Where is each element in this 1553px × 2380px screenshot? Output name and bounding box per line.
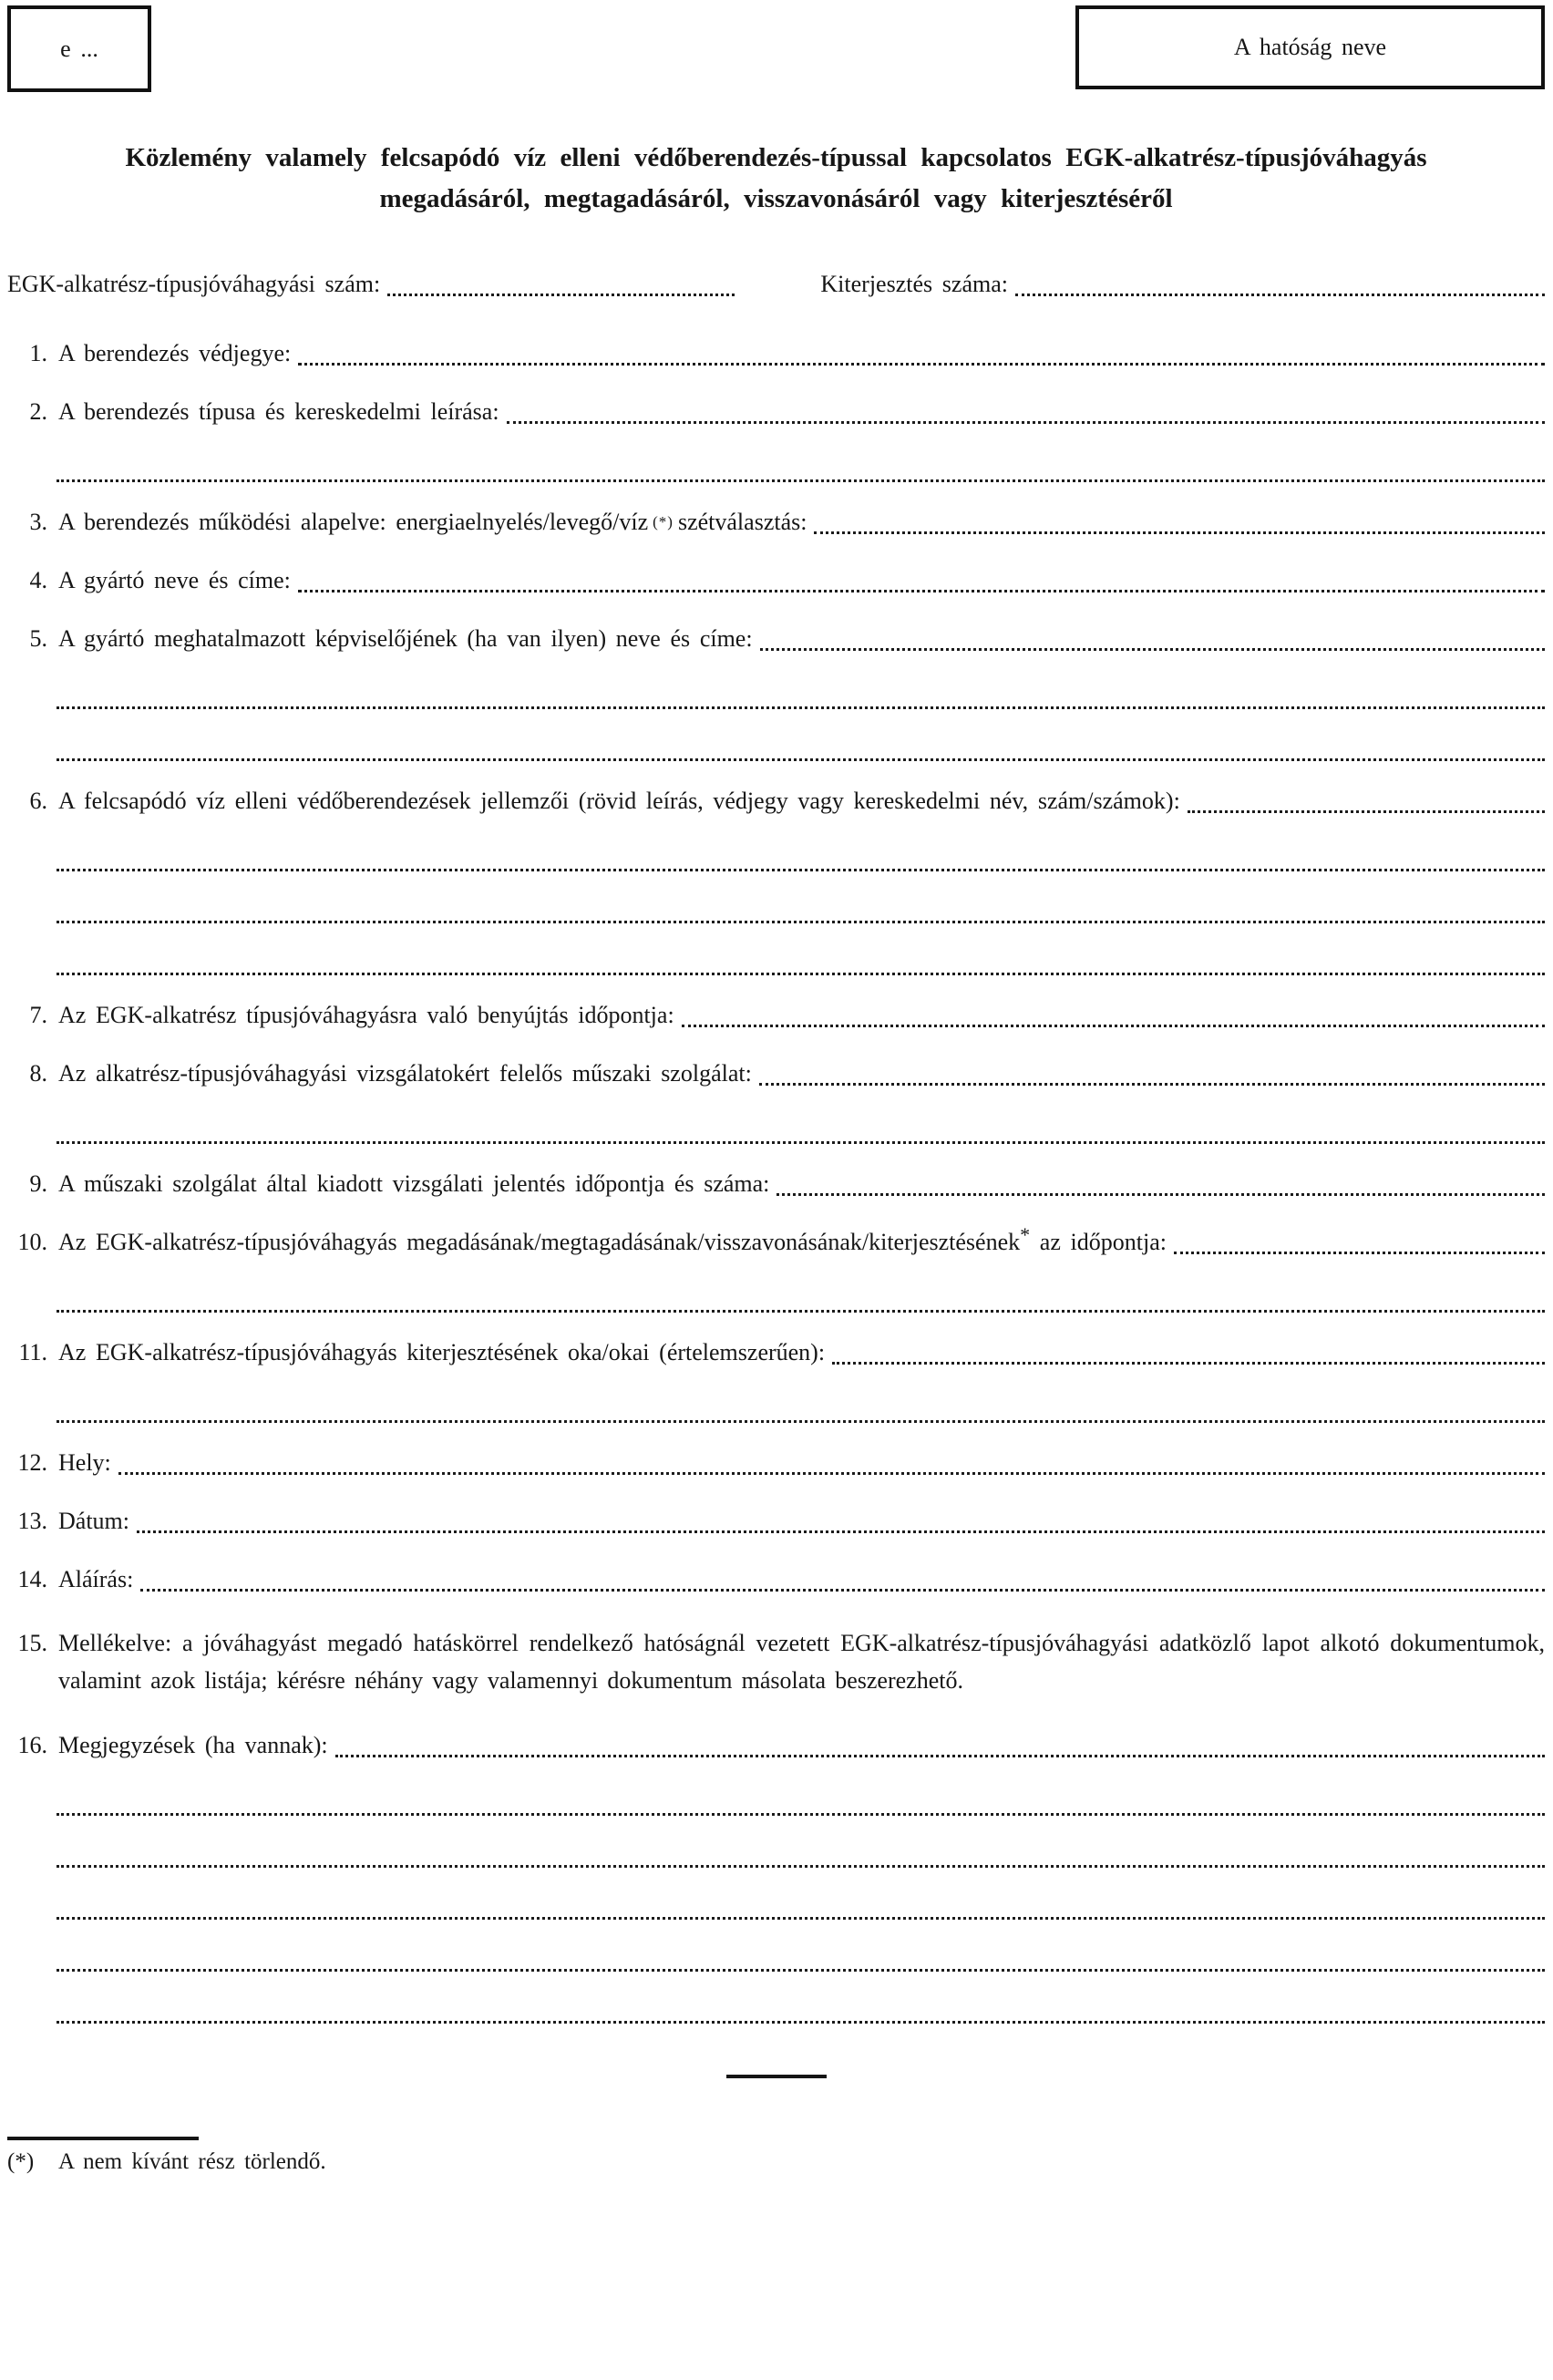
dotted-leader	[1188, 788, 1545, 813]
footnote-separator-rule	[7, 2137, 199, 2140]
extension-number-label: Kiterjesztés száma:	[820, 271, 1008, 297]
footnote	[7, 2149, 1545, 2175]
item-text-part: Dátum:	[58, 1508, 129, 1534]
item-text	[58, 1060, 752, 1087]
approval-number-row	[7, 271, 1545, 298]
type-approval-mark-box	[7, 5, 151, 92]
item-text	[58, 1223, 1167, 1256]
item-number: 7.	[29, 1002, 47, 1028]
form-item	[7, 1170, 1545, 1198]
dotted-leader	[57, 736, 1545, 761]
item-text	[58, 1732, 328, 1759]
dotted-leader	[682, 1002, 1545, 1027]
item-text	[58, 567, 291, 594]
item-text-part: A gyártó meghatalmazott képviselőjének (ha van ilyen) neve és címe:	[58, 625, 753, 652]
dotted-leader	[832, 1339, 1545, 1365]
item-text	[58, 1339, 825, 1366]
document-title	[7, 138, 1545, 220]
item-number: 12.	[17, 1449, 47, 1476]
form-item	[7, 1060, 1545, 1087]
form-item	[7, 625, 1545, 653]
item-text	[58, 398, 499, 426]
dotted-leader	[387, 271, 735, 296]
dotted-leader	[57, 950, 1545, 975]
item-number: 5.	[29, 625, 47, 652]
item-text-part: Mellékelve: a jóváhagyást megadó hatáskörrel rendelkező hatóságnál vezetett EGK-alkatrész-típusjóváhagyási adatközlő lapot alkotó dokumentumok, valamint azok listája; kérésre néhány vagy valamennyi dokumentum másolata beszerezhető.	[58, 1630, 1545, 1694]
extension-number-field	[820, 271, 1545, 298]
dotted-leader	[57, 1790, 1545, 1816]
dotted-fill-line	[7, 1894, 1545, 1922]
item-number: 9.	[29, 1170, 47, 1197]
item-number: 10.	[17, 1229, 47, 1255]
item-text-part: Az alkatrész-típusjóváhagyási vizsgálatokért felelős műszaki szolgálat:	[58, 1060, 752, 1087]
dotted-fill-line	[7, 736, 1545, 763]
item-text-part: A gyártó neve és címe:	[58, 567, 291, 593]
dotted-fill-line	[7, 1946, 1545, 1973]
item-number: 6.	[29, 788, 47, 814]
dotted-fill-line	[7, 898, 1545, 925]
item-number: 4.	[29, 567, 47, 593]
dotted-leader	[57, 684, 1545, 709]
dotted-leader	[760, 625, 1545, 651]
item-text	[58, 1566, 133, 1593]
approval-number-field	[7, 271, 735, 298]
footnote-reference: *	[1020, 1223, 1031, 1246]
item-text	[58, 1624, 1545, 1699]
dotted-leader	[507, 398, 1545, 424]
item-number: 1.	[29, 340, 47, 366]
item-number: 14.	[17, 1566, 47, 1592]
dotted-leader	[1015, 271, 1545, 296]
dotted-fill-line	[7, 1118, 1545, 1146]
authority-name-box	[1075, 5, 1545, 89]
form-item	[7, 1624, 1545, 1699]
dotted-leader	[57, 1287, 1545, 1313]
item-text	[58, 1449, 111, 1477]
item-text-part: az időpontja:	[1030, 1229, 1167, 1255]
form-item	[7, 567, 1545, 594]
item-text-part: A berendezés védjegye:	[58, 340, 292, 366]
dotted-leader	[298, 340, 1545, 366]
dotted-fill-line	[7, 684, 1545, 711]
section-end-dash	[726, 2075, 827, 2078]
form-item	[7, 1508, 1545, 1535]
header	[7, 5, 1545, 92]
item-text-part: Megjegyzések (ha vannak):	[58, 1732, 328, 1758]
item-text	[58, 788, 1180, 815]
dotted-leader	[57, 1397, 1545, 1423]
item-text-part: Az EGK-alkatrész-típusjóváhagyás kiterjesztésének oka/okai (értelemszerűen):	[58, 1339, 826, 1365]
dotted-leader	[57, 1998, 1545, 2024]
dotted-fill-line	[7, 1287, 1545, 1314]
item-text	[58, 1002, 674, 1029]
dotted-leader	[57, 1842, 1545, 1868]
item-text-part: Az EGK-alkatrész-típusjóváhagyás megadásának/megtagadásának/visszavonásának/kiterjesztésének	[58, 1229, 1021, 1255]
item-text-part: A berendezés típusa és kereskedelmi leírása:	[58, 398, 499, 425]
dotted-leader	[1174, 1229, 1545, 1254]
form-item	[7, 1223, 1545, 1256]
dotted-leader	[335, 1732, 1545, 1757]
footnote-reference: (*)	[653, 513, 674, 531]
item-text-part: Hely:	[58, 1449, 111, 1476]
item-text	[58, 1170, 769, 1198]
form-item	[7, 340, 1545, 367]
dotted-leader	[137, 1508, 1545, 1533]
item-text	[58, 625, 753, 653]
form-item	[7, 1732, 1545, 1759]
item-text-part: Aláírás:	[58, 1566, 134, 1592]
item-number: 15.	[17, 1630, 47, 1656]
item-text	[58, 1508, 129, 1535]
item-text-part: szétválasztás:	[677, 509, 807, 535]
dotted-leader	[57, 1118, 1545, 1144]
dotted-fill-line	[7, 950, 1545, 977]
dotted-leader	[57, 1946, 1545, 1972]
dotted-fill-line	[7, 1842, 1545, 1870]
item-text-part: A berendezés működési alapelve: energiaelnyelés/levegő/víz	[58, 509, 649, 535]
dotted-fill-line	[7, 1397, 1545, 1425]
dotted-leader	[759, 1060, 1545, 1086]
form-item	[7, 398, 1545, 426]
form-item	[7, 1566, 1545, 1593]
item-text-part: A felcsapódó víz elleni védőberendezések jellemzői (rövid leírás, védjegy vagy kereskedelmi név, szám/számok):	[58, 788, 1180, 814]
document-title-line2: megadásáról, megtagadásáról, visszavonásáról vagy kiterjesztéséről	[379, 184, 1173, 213]
approval-number-label: EGK-alkatrész-típusjóváhagyási szám:	[7, 271, 381, 297]
footnote-text: A nem kívánt rész törlendő.	[58, 2149, 326, 2174]
item-text	[58, 509, 807, 536]
footnote-marker: (*)	[7, 2149, 35, 2174]
item-number: 2.	[29, 398, 47, 425]
form-item	[7, 788, 1545, 815]
form-item	[7, 1449, 1545, 1477]
dotted-fill-line	[7, 1790, 1545, 1818]
dotted-fill-line	[7, 1998, 1545, 2025]
item-text-part: Az EGK-alkatrész típusjóváhagyásra való benyújtás időpontja:	[58, 1002, 674, 1028]
dotted-leader	[298, 567, 1545, 592]
item-number: 16.	[17, 1732, 47, 1758]
dotted-leader	[118, 1449, 1545, 1475]
item-number: 3.	[29, 509, 47, 535]
form-items	[7, 340, 1545, 2025]
form-item	[7, 509, 1545, 536]
item-number: 11.	[18, 1339, 47, 1365]
item-number: 13.	[17, 1508, 47, 1534]
dotted-leader	[57, 1894, 1545, 1920]
dotted-leader	[57, 846, 1545, 871]
form-item	[7, 1002, 1545, 1029]
form-item	[7, 1339, 1545, 1366]
item-text	[58, 340, 291, 367]
type-approval-mark-text: e ...	[60, 35, 98, 62]
dotted-leader	[776, 1170, 1545, 1196]
dotted-leader	[814, 509, 1545, 534]
column-gap	[735, 271, 820, 298]
dotted-leader	[57, 457, 1545, 482]
dotted-fill-line	[7, 846, 1545, 873]
authority-name-text: A hatóság neve	[1233, 34, 1387, 60]
item-text-part: A műszaki szolgálat által kiadott vizsgálati jelentés időpontja és száma:	[58, 1170, 770, 1197]
dotted-leader	[140, 1566, 1545, 1592]
dotted-leader	[57, 898, 1545, 923]
dotted-fill-line	[7, 457, 1545, 484]
item-number: 8.	[29, 1060, 47, 1087]
document-title-line1: Közlemény valamely felcsapódó víz elleni védőberendezés-típussal kapcsolatos EGK-alkatrész-típusjóváhagyás	[125, 143, 1427, 172]
